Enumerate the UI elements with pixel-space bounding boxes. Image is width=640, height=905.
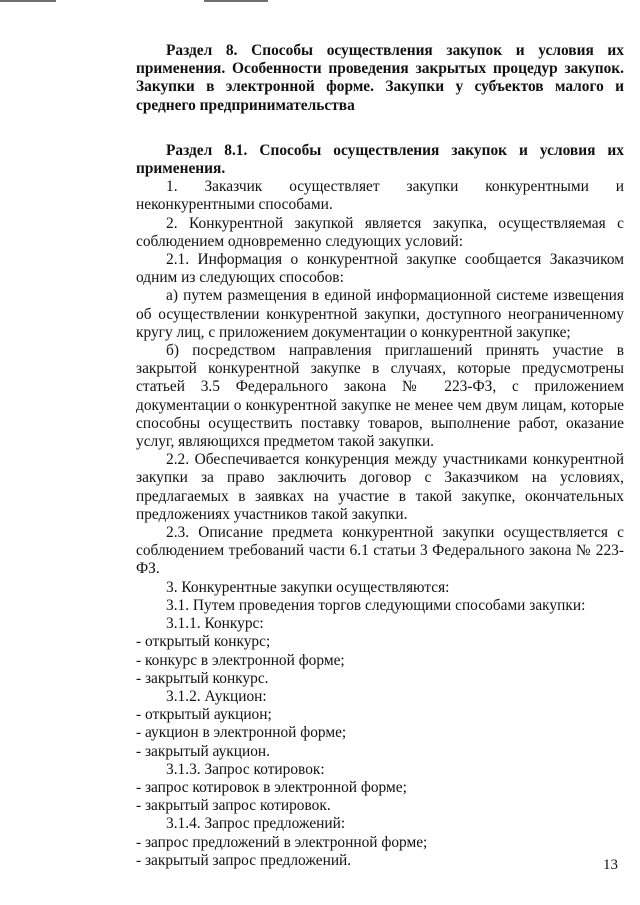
list-item: 3.1.3. Запрос котировок: xyxy=(166,760,325,778)
paragraph-2-3: 2.3. Описание предмета конкурентной закупки осуществляется с соблюдением требований части 6.1 статьи 3 Федерального закона № 223-ФЗ. xyxy=(136,524,624,578)
list-item: - конкурс в электронной форме; xyxy=(136,651,345,669)
list-item: - открытый конкурс; xyxy=(136,633,271,651)
list-item: 3.1.2. Аукцион: xyxy=(166,687,267,705)
procurement-methods-list xyxy=(136,579,624,870)
paragraph-2: 2. Конкурентной закупкой является закупка, осуществляемая с соблюдением одновременно следующих условий: xyxy=(136,214,624,250)
list-item: - запрос котировок в электронной форме; xyxy=(136,778,407,796)
list-item: 3.1.4. Запрос предложений: xyxy=(166,815,346,833)
list-item: - закрытый конкурс. xyxy=(136,669,269,687)
list-item: 3.1. Путем проведения торгов следующими способами закупки: xyxy=(166,596,586,614)
list-item: - аукцион в электронной форме; xyxy=(136,724,347,742)
top-scan-mark-center xyxy=(204,0,268,2)
list-item: 3.1.1. Конкурс: xyxy=(166,615,264,633)
paragraph-2-2: 2.2. Обеспечивается конкуренция между участниками конкурентной закупки за право заключить договор с Заказчиком на условиях, предлагаемых в заявках на участие в такой закупке, окончательных предложениях участников такой закупки. xyxy=(136,451,624,523)
page-number: 13 xyxy=(603,857,618,873)
top-scan-mark-left xyxy=(0,0,56,2)
paragraph-1: 1. Заказчик осуществляет закупки конкурентными и неконкурентными способами. xyxy=(136,178,624,214)
document-page xyxy=(136,42,624,870)
list-item: - закрытый запрос предложений. xyxy=(136,851,352,869)
list-item: - закрытый аукцион. xyxy=(136,742,271,760)
list-item: - запрос предложений в электронной форме; xyxy=(136,833,428,851)
paragraph-2-1-b: б) посредством направления приглашений принять участие в закрытой конкурентной закупке в случаях, которые предусмотрены статьей 3.5 Федерального закона № 223-ФЗ, с приложением документации о конкурентной закупке не менее чем двум лицам, которые способны осуществить поставку товаров, выполнение работ, оказание услуг, являющихся предметом такой закупки. xyxy=(136,342,624,451)
section-heading-sub: Раздел 8.1. Способы осуществления закупок и условия их применения. xyxy=(136,141,624,178)
paragraph-2-1: 2.1. Информация о конкурентной закупке сообщается Заказчиком одним из следующих способов: xyxy=(136,251,624,287)
list-item: - закрытый запрос котировок. xyxy=(136,797,331,815)
section-heading-main: Раздел 8. Способы осуществления закупок и условия их применения. Особенности проведения закрытых процедур закупок. Закупки в электронной форме. Закупки у субъектов малого и среднего предпринимательства xyxy=(136,42,624,114)
paragraph-2-1-a: а) путем размещения в единой информационной системе извещения об осуществлении конкурентной закупки, доступного неограниченному кругу лиц, с приложением документации о конкурентной закупке; xyxy=(136,287,624,341)
list-item: 3. Конкурентные закупки осуществляются: xyxy=(166,578,450,596)
list-item: - открытый аукцион; xyxy=(136,706,272,724)
